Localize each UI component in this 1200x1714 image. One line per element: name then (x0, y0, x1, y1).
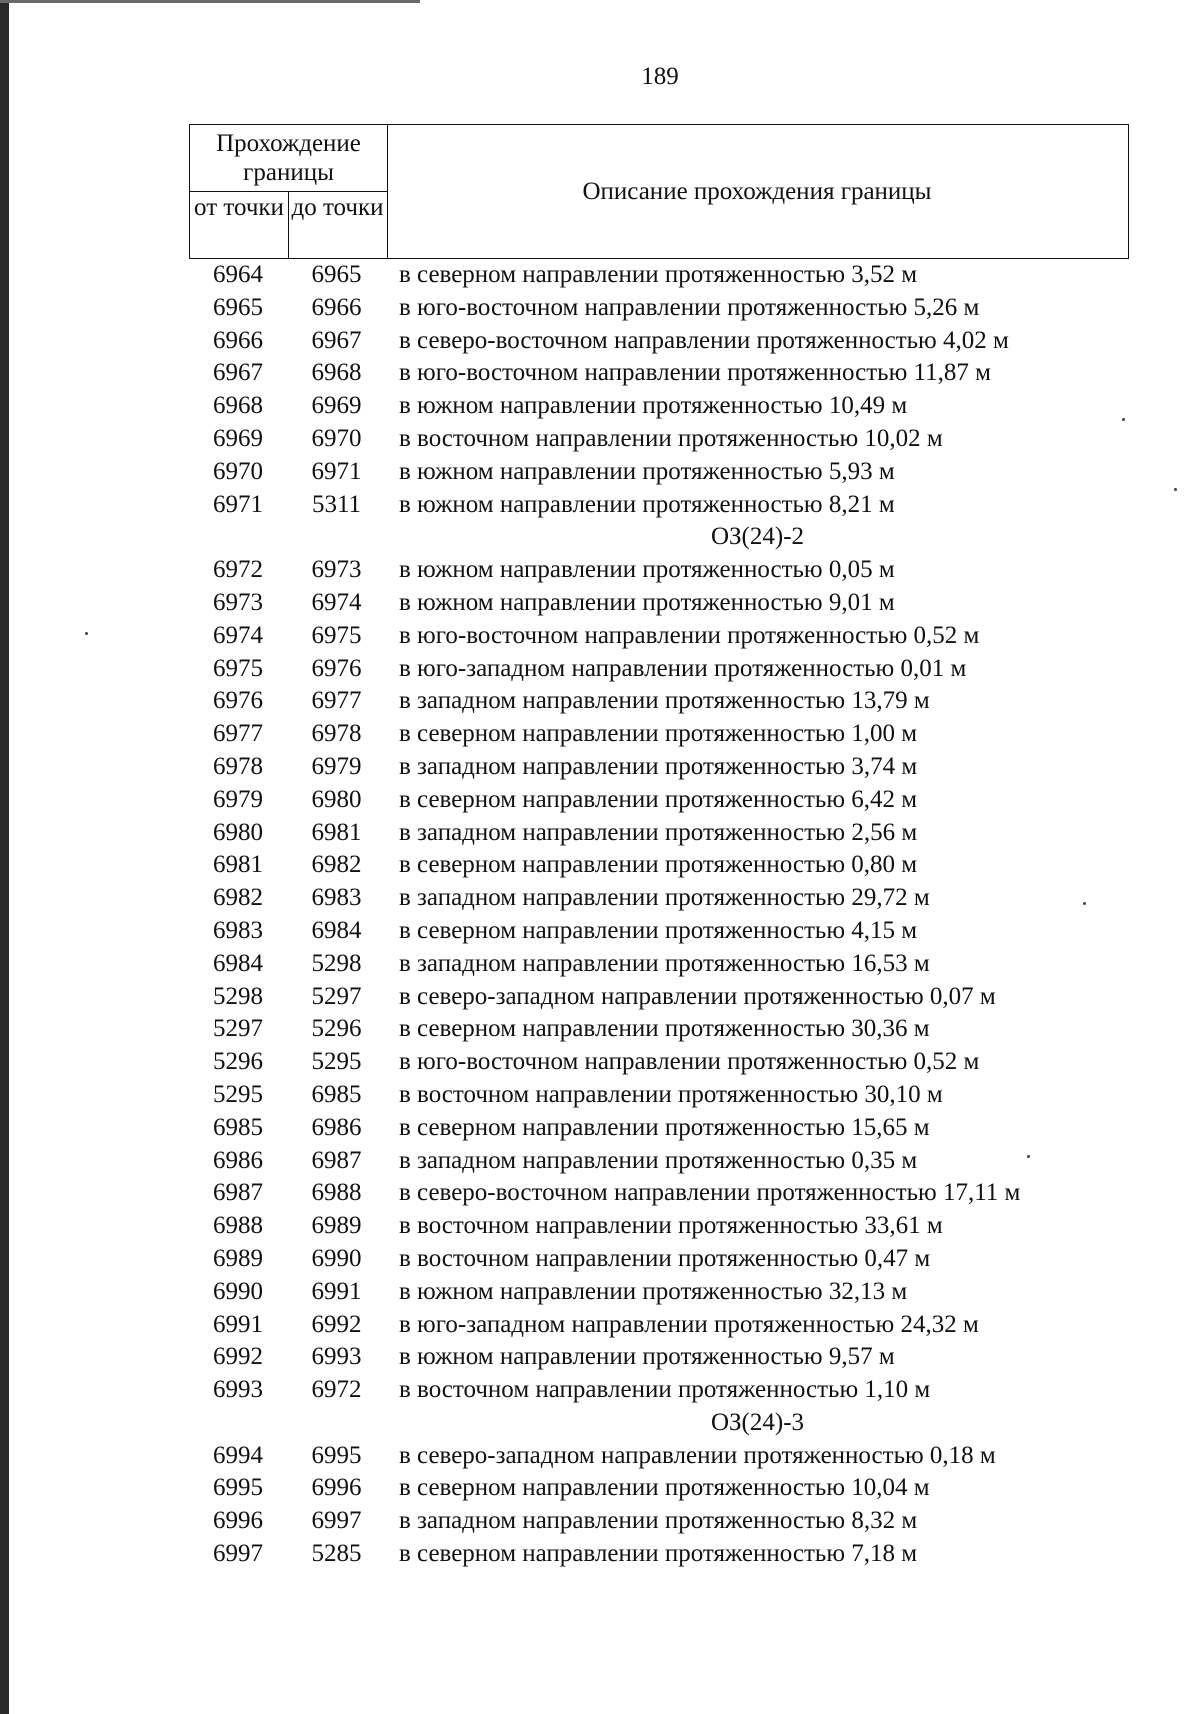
table-row (0, 456, 1200, 489)
point-from: 6967 (213, 359, 263, 387)
point-from: 6997 (213, 1540, 263, 1568)
point-from: 6971 (213, 490, 263, 518)
table-row (0, 489, 1200, 522)
point-from: 6978 (213, 752, 263, 780)
point-to: 6968 (311, 359, 362, 387)
header-from-label: от точки (194, 194, 284, 221)
point-to: 5295 (311, 1048, 362, 1076)
table-row (0, 259, 1200, 292)
boundary-description: в южном направлении протяженностью 32,13 м (399, 1277, 908, 1305)
table-row (0, 1538, 1200, 1571)
point-from: 6983 (213, 916, 263, 944)
boundary-description: в южном направлении протяженностью 5,93 м (399, 457, 895, 485)
point-to: 6979 (311, 752, 362, 780)
table-row (0, 587, 1200, 620)
point-from: 6991 (213, 1310, 263, 1338)
boundary-description: в северном направлении протяженностью 6,42 м (399, 785, 918, 813)
boundary-description: в юго-восточном направлении протяженностью 0,52 м (399, 621, 980, 649)
point-to: 6996 (311, 1474, 362, 1502)
point-to: 6982 (311, 851, 362, 879)
point-to: 6969 (311, 392, 362, 420)
point-to: 6981 (311, 818, 362, 846)
point-to: 6975 (311, 621, 362, 649)
boundary-description: в северном направлении протяженностью 0,80 м (399, 851, 918, 879)
point-from: 5295 (213, 1080, 263, 1108)
table-row (0, 784, 1200, 817)
point-from: 6974 (213, 621, 263, 649)
table-row (0, 1374, 1200, 1407)
table-row (0, 1505, 1200, 1538)
point-from: 5296 (213, 1048, 263, 1076)
boundary-description: в юго-восточном направлении протяженностью 0,52 м (399, 1048, 980, 1076)
point-to: 6971 (311, 457, 362, 485)
boundary-description: в западном направлении протяженностью 2,56 м (399, 818, 918, 846)
point-from: 6976 (213, 687, 263, 715)
point-to: 6995 (311, 1441, 362, 1469)
table-row (0, 292, 1200, 325)
point-to: 6993 (311, 1343, 362, 1371)
point-to: 6966 (311, 293, 362, 321)
table-row (0, 423, 1200, 456)
table-row (0, 1013, 1200, 1046)
point-to: 6990 (311, 1244, 362, 1272)
point-from: 6968 (213, 392, 263, 420)
scan-edge-top (0, 0, 420, 3)
point-to: 6976 (311, 654, 362, 682)
boundary-description: в западном направлении протяженностью 3,74 м (399, 752, 918, 780)
boundary-description: в южном направлении протяженностью 8,21 м (399, 490, 895, 518)
table-row (0, 915, 1200, 948)
header-description-label: Описание прохождения границы (582, 178, 932, 205)
point-to: 6991 (311, 1277, 362, 1305)
point-to: 6983 (311, 884, 362, 912)
point-from: 6981 (213, 851, 263, 879)
section-title: ОЗ(24)-3 (710, 1408, 805, 1436)
boundary-description: в северо-западном направлении протяженностью 0,07 м (399, 982, 996, 1010)
point-to: 6986 (311, 1113, 362, 1141)
point-to: 5311 (311, 490, 362, 518)
point-to: 5298 (311, 949, 362, 977)
table-row (0, 390, 1200, 423)
boundary-description: в северном направлении протяженностью 10,04 м (399, 1474, 930, 1502)
scan-speck (1027, 1155, 1030, 1158)
point-from: 5297 (213, 1015, 263, 1043)
section-row (0, 521, 1200, 554)
point-to: 6992 (311, 1310, 362, 1338)
table-row (0, 1309, 1200, 1342)
boundary-description: в восточном направлении протяженностью 33,61 м (399, 1212, 943, 1240)
table-row (0, 1341, 1200, 1374)
table-row (0, 882, 1200, 915)
point-to: 6997 (311, 1507, 362, 1535)
point-from: 6970 (213, 457, 263, 485)
scan-speck (1083, 902, 1086, 905)
table-row (0, 653, 1200, 686)
table-row (0, 325, 1200, 358)
table-row (0, 1046, 1200, 1079)
point-to: 6970 (311, 424, 362, 452)
table-header (189, 124, 1129, 259)
boundary-description: в северном направлении протяженностью 15,65 м (399, 1113, 930, 1141)
table-row (0, 1243, 1200, 1276)
table-row (0, 981, 1200, 1014)
point-from: 6995 (213, 1474, 263, 1502)
header-passage-label: Прохождение границы (216, 130, 361, 186)
boundary-description: в западном направлении протяженностью 16,53 м (399, 949, 930, 977)
point-to: 6978 (311, 720, 362, 748)
header-divider-horizontal (190, 191, 387, 192)
boundary-description: в восточном направлении протяженностью 1,10 м (399, 1376, 931, 1404)
point-from: 6994 (213, 1441, 263, 1469)
point-to: 6977 (311, 687, 362, 715)
boundary-description: в западном направлении протяженностью 0,35 м (399, 1146, 918, 1174)
point-to: 6989 (311, 1212, 362, 1240)
point-from: 6964 (213, 261, 263, 288)
boundary-description: в южном направлении протяженностью 0,05 м (399, 556, 895, 584)
table-row (0, 849, 1200, 882)
boundary-description: в южном направлении протяженностью 10,49 м (399, 392, 908, 420)
boundary-description: в северном направлении протяженностью 30,36 м (399, 1015, 930, 1043)
scan-speck (1122, 418, 1125, 421)
point-from: 6982 (213, 884, 263, 912)
point-to: 5296 (311, 1015, 362, 1043)
boundary-description: в западном направлении протяженностью 29,72 м (399, 884, 930, 912)
boundary-description: в западном направлении протяженностью 13,79 м (399, 687, 930, 715)
point-from: 6984 (213, 949, 263, 977)
point-from: 5298 (213, 982, 263, 1010)
point-to: 6967 (311, 326, 362, 354)
table-row (0, 357, 1200, 390)
point-to: 6972 (311, 1376, 362, 1404)
boundary-description: в западном направлении протяженностью 8,32 м (399, 1507, 918, 1535)
boundary-description: в восточном направлении протяженностью 0,47 м (399, 1244, 931, 1272)
point-to: 6987 (311, 1146, 362, 1174)
boundary-description: в северном направлении протяженностью 1,00 м (399, 720, 918, 748)
table-row (0, 554, 1200, 587)
point-from: 6965 (213, 293, 263, 321)
boundary-description: в северо-восточном направлении протяженностью 4,02 м (399, 326, 1009, 354)
point-from: 6977 (213, 720, 263, 748)
point-to: 6988 (311, 1179, 362, 1207)
table-row (0, 1079, 1200, 1112)
table-row (0, 1276, 1200, 1309)
boundary-description: в восточном направлении протяженностью 10,02 м (399, 424, 943, 452)
point-from: 6980 (213, 818, 263, 846)
table-row (0, 1177, 1200, 1210)
boundary-description: в северном направлении протяженностью 7,18 м (399, 1540, 918, 1568)
boundary-description: в юго-восточном направлении протяженностью 11,87 м (399, 359, 991, 387)
point-from: 6985 (213, 1113, 263, 1141)
point-from: 6987 (213, 1179, 263, 1207)
point-from: 6988 (213, 1212, 263, 1240)
table-row (0, 817, 1200, 850)
table-row (0, 948, 1200, 981)
boundary-table-body (0, 259, 1200, 1571)
boundary-description: в северном направлении протяженностью 4,15 м (399, 916, 918, 944)
table-row (0, 1145, 1200, 1178)
point-to: 6974 (311, 588, 362, 616)
point-from: 6989 (213, 1244, 263, 1272)
boundary-description: в восточном направлении протяженностью 30,10 м (399, 1080, 943, 1108)
point-from: 6973 (213, 588, 263, 616)
table-row (0, 1440, 1200, 1473)
table-row (0, 620, 1200, 653)
scan-speck (85, 632, 88, 635)
point-to: 6965 (311, 261, 362, 288)
scan-speck (1174, 488, 1177, 491)
boundary-description: в северо-западном направлении протяженностью 0,18 м (399, 1441, 996, 1469)
boundary-description: в южном направлении протяженностью 9,57 м (399, 1343, 895, 1371)
section-row (0, 1407, 1200, 1440)
boundary-description: в южном направлении протяженностью 9,01 м (399, 588, 895, 616)
table-row (0, 718, 1200, 751)
point-from: 6993 (213, 1376, 263, 1404)
point-from: 6972 (213, 556, 263, 584)
point-to: 6984 (311, 916, 362, 944)
point-to: 6973 (311, 556, 362, 584)
point-from: 6990 (213, 1277, 263, 1305)
point-from: 6992 (213, 1343, 263, 1371)
table-row (0, 751, 1200, 784)
point-from: 6966 (213, 326, 263, 354)
table-row (0, 1112, 1200, 1145)
table-row (0, 1210, 1200, 1243)
point-to: 5285 (311, 1540, 362, 1568)
table-row (0, 1472, 1200, 1505)
point-from: 6969 (213, 424, 263, 452)
boundary-description: в юго-западном направлении протяженностью 24,32 м (399, 1310, 979, 1338)
boundary-description: в юго-западном направлении протяженностью 0,01 м (399, 654, 967, 682)
point-from: 6975 (213, 654, 263, 682)
point-to: 6980 (311, 785, 362, 813)
page-number: 189 (641, 63, 679, 90)
point-from: 6996 (213, 1507, 263, 1535)
boundary-description: в северо-восточном направлении протяженностью 17,11 м (399, 1179, 1021, 1207)
header-to-label: до точки (291, 194, 384, 221)
boundary-description: в юго-восточном направлении протяженностью 5,26 м (399, 293, 980, 321)
point-from: 6979 (213, 785, 263, 813)
point-to: 6985 (311, 1080, 362, 1108)
point-from: 6986 (213, 1146, 263, 1174)
point-to: 5297 (311, 982, 362, 1010)
section-title: ОЗ(24)-2 (710, 523, 805, 551)
boundary-description: в северном направлении протяженностью 3,52 м (399, 261, 918, 288)
table-row (0, 685, 1200, 718)
